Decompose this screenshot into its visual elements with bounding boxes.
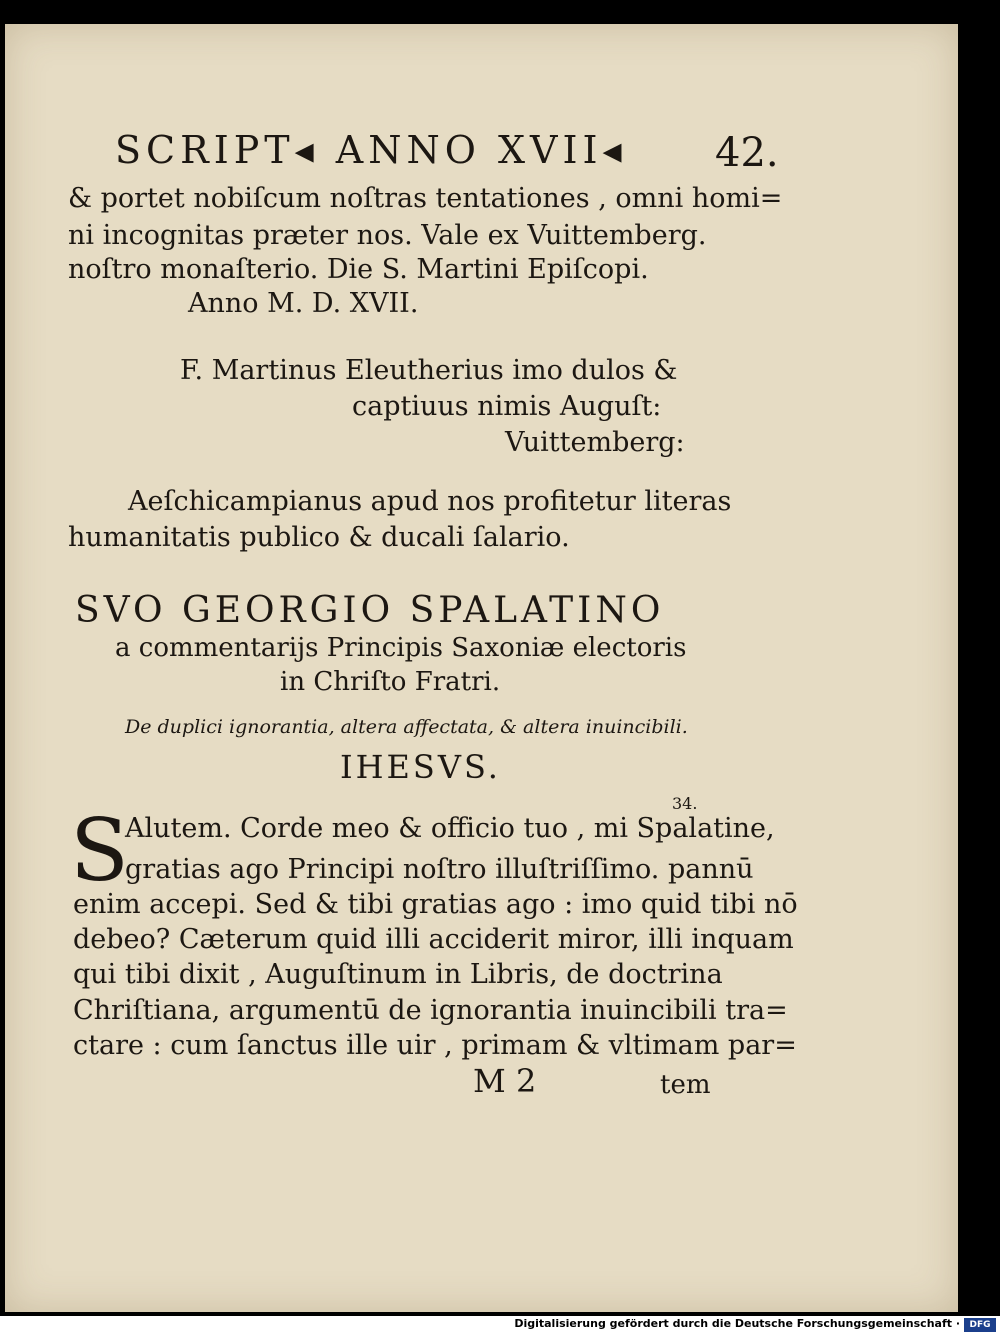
body-line: gratias ago Principi noſtro illuſtriſſimo. pannū bbox=[125, 854, 754, 885]
text-line: ni incognitas præter nos. Vale ex Vuittemberg. bbox=[68, 220, 707, 251]
section-heading: SVO GEORGIO SPALATINO bbox=[75, 590, 665, 631]
letter-number: 34. bbox=[672, 794, 698, 813]
signature-line: F. Martinus Eleutherius imo dulos & bbox=[180, 355, 678, 386]
funding-credit: Digitalisierung gefördert durch die Deutsche Forschungsgemeinschaft · bbox=[514, 1317, 960, 1330]
body-line: Chriſtiana, argumentū de ignorantia inuincibili tra= bbox=[73, 995, 788, 1026]
body-line: debeo? Cæterum quid illi acciderit miror, illi inquam bbox=[73, 924, 794, 955]
text-line: & portet nobiſcum noſtras tentationes , omni homi= bbox=[68, 183, 783, 214]
subheading-line: in Chriſto Fratri. bbox=[280, 667, 501, 697]
text-line: noſtro monaſterio. Die S. Martini Epiſcopi. bbox=[68, 254, 649, 285]
body-line: Alutem. Corde meo & officio tuo , mi Spalatine, bbox=[125, 813, 775, 844]
body-line: ctare : cum ſanctus ille uir , primam & vltimam par= bbox=[73, 1030, 797, 1061]
text-line: Anno M. D. XVII. bbox=[188, 288, 419, 319]
catchword: tem bbox=[660, 1070, 711, 1100]
signature-mark: M 2 bbox=[473, 1062, 537, 1100]
argument-line: De duplici ignorantia, altera affectata, & altera inuincibili. bbox=[125, 716, 688, 738]
invocation: IHESVS. bbox=[340, 748, 501, 786]
note-line: humanitatis publico & ducali ſalario. bbox=[68, 522, 570, 553]
drop-capital: S bbox=[70, 801, 129, 901]
footer-bar bbox=[0, 1316, 1000, 1334]
note-line: Aeſchicampianus apud nos profitetur literas bbox=[128, 486, 732, 517]
subheading-line: a commentarijs Principis Saxoniæ electoris bbox=[115, 633, 687, 663]
signature-line: Vuittemberg: bbox=[505, 427, 685, 458]
signature-line: captiuus nimis Auguſt: bbox=[352, 391, 662, 422]
body-line: enim accepi. Sed & tibi gratias ago : imo quid tibi nō bbox=[73, 889, 798, 920]
body-line: qui tibi dixit , Auguſtinum in Libris, de doctrina bbox=[73, 959, 723, 990]
running-header: SCRIPT◂ ANNO XVII◂ bbox=[115, 128, 627, 172]
dfg-logo-icon: DFG bbox=[964, 1318, 996, 1332]
page-number: 42. bbox=[715, 130, 779, 176]
